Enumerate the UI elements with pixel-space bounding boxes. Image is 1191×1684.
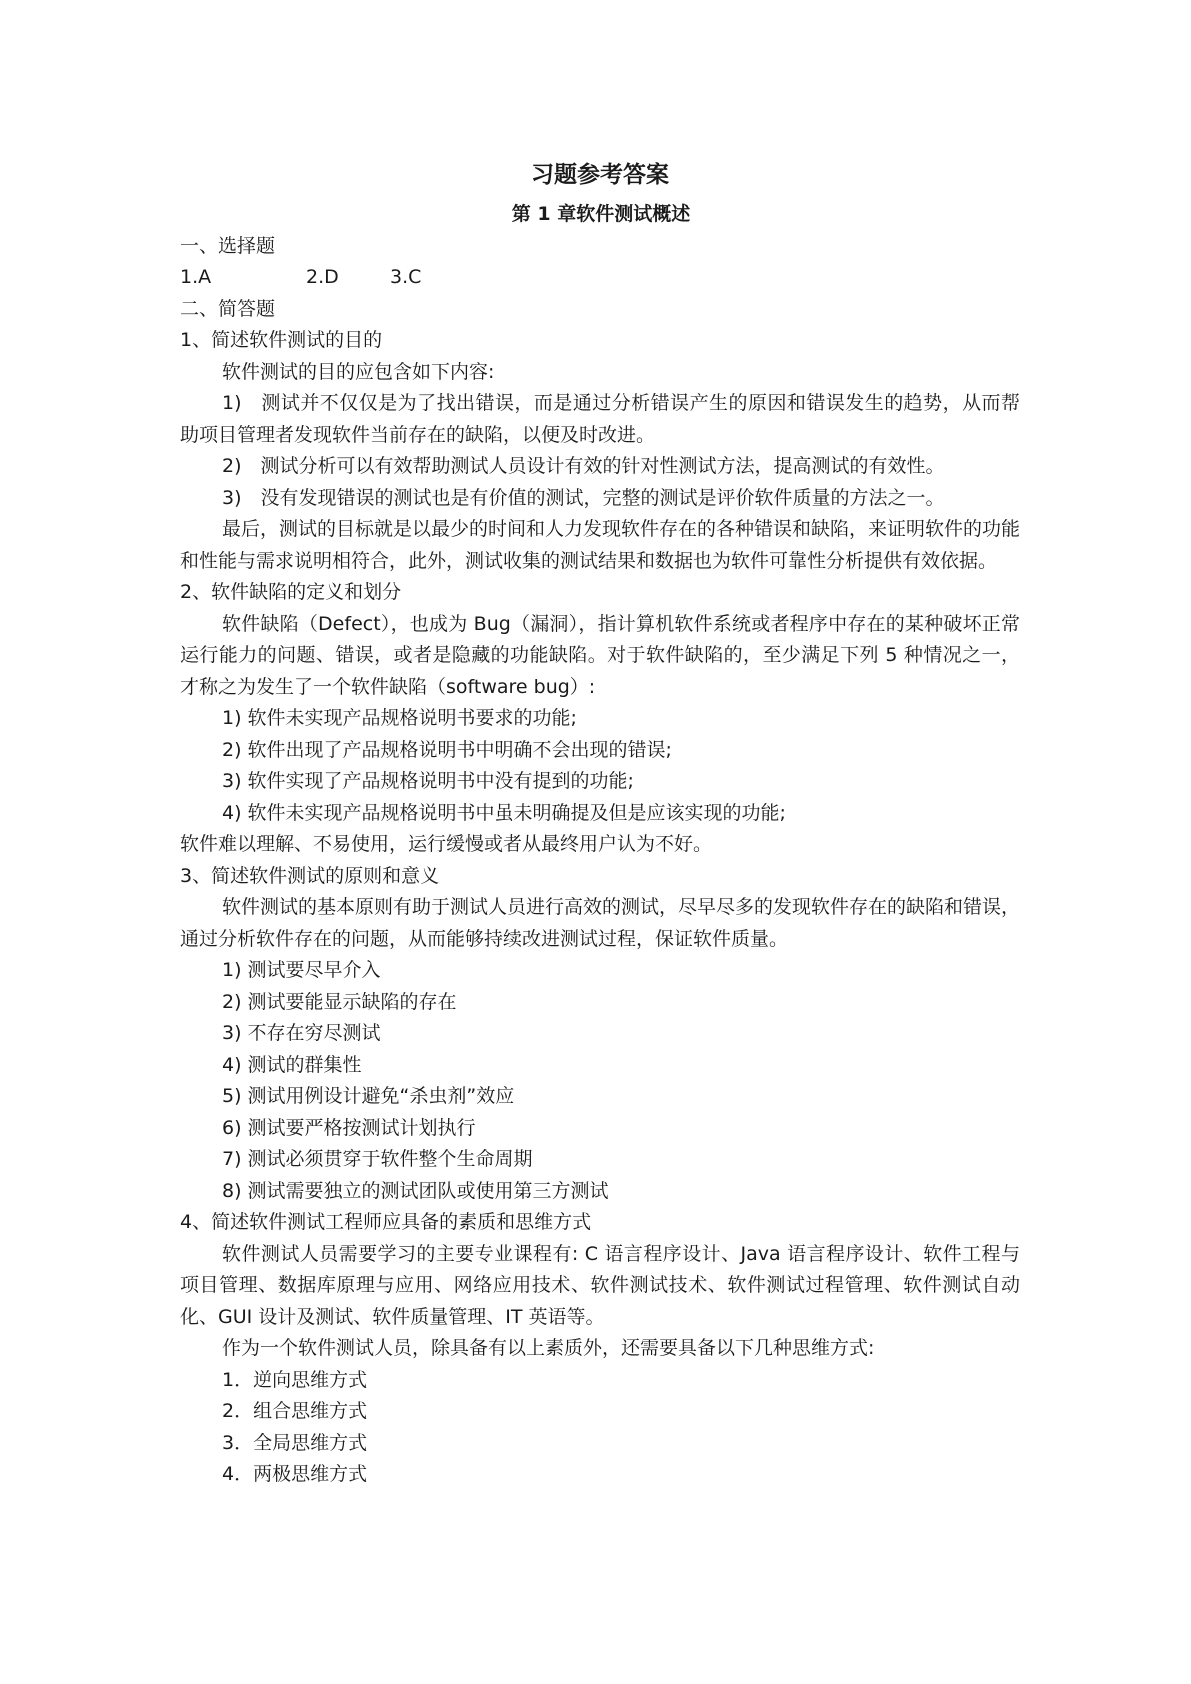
question-1-intro: 软件测试的目的应包含如下内容: xyxy=(222,360,495,383)
question-2-item: 4) 软件未实现产品规格说明书中虽未明确提及但是应该实现的功能; xyxy=(222,801,786,824)
question-3-item: 7) 测试必须贯穿于软件整个生命周期 xyxy=(222,1148,533,1170)
question-1-item: 3) 没有发现错误的测试也是有价值的测试，完整的测试是评价软件质量的方法之一。 xyxy=(222,486,945,509)
section-heading-choice: 一、选择题 xyxy=(180,234,276,257)
chapter-heading: 第 1 章软件测试概述 xyxy=(511,203,691,225)
question-4-intro-2: 作为一个软件测试人员，除具备有以上素质外，还需要具备以下几种思维方式: xyxy=(222,1337,875,1359)
question-1-item: 1) 测试并不仅仅是为了找出错误，而是通过分析错误产生的原因和错误发生的趋势，从而帮助项目管理者发现软件当前存在的缺陷，以便及时改进。 xyxy=(180,392,1020,446)
answer-1: 1.A xyxy=(180,266,212,288)
question-2-intro: 软件缺陷（Defect），也成为 Bug（漏洞），指计算机软件系统或者程序中存在的某种破坏正常运行能力的问题、错误，或者是隐藏的功能缺陷。对于软件缺陷的，至少满足下列 5 种情况之一，才称之为发生了一个软件缺陷（software bug）: xyxy=(180,612,1020,698)
answer-2: 2.D xyxy=(306,266,339,288)
question-2-item: 3) 软件实现了产品规格说明书中没有提到的功能; xyxy=(222,770,634,792)
question-3-item: 3) 不存在穷尽测试 xyxy=(222,1022,381,1044)
question-2-last-item: 软件难以理解、不易使用，运行缓慢或者从最终用户认为不好。 xyxy=(180,833,713,855)
question-4-item: 3．全局思维方式 xyxy=(222,1431,368,1454)
question-4-item: 1．逆向思维方式 xyxy=(222,1368,368,1391)
question-3-intro: 软件测试的基本原则有助于测试人员进行高效的测试，尽早尽多的发现软件存在的缺陷和错误，通过分析软件存在的问题，从而能够持续改进测试过程，保证软件质量。 xyxy=(180,896,1021,950)
question-3-item: 6) 测试要严格按测试计划执行 xyxy=(222,1116,476,1139)
question-3-item: 4) 测试的群集性 xyxy=(222,1053,362,1076)
document-body xyxy=(180,155,1020,1491)
question-4-intro: 软件测试人员需要学习的主要专业课程有: C 语言程序设计、Java 语言程序设计、软件工程与项目管理、数据库原理与应用、网络应用技术、软件测试技术、软件测试过程管理、软件测试自动化、GUI 设计及测试、软件质量管理、IT 英语等。 xyxy=(180,1242,1020,1328)
answer-3: 3.C xyxy=(390,266,422,288)
question-4-item: 4．两极思维方式 xyxy=(222,1463,368,1485)
question-3-item: 1) 测试要尽早介入 xyxy=(222,959,381,981)
question-3-item: 5) 测试用例设计避免“杀虫剂”效应 xyxy=(222,1085,515,1107)
document-title: 习题参考答案 xyxy=(531,162,669,188)
question-2-item: 1) 软件未实现产品规格说明书要求的功能; xyxy=(222,707,577,729)
question-4-heading: 4、简述软件测试工程师应具备的素质和思维方式 xyxy=(180,1211,592,1233)
question-1-conclusion: 最后，测试的目标就是以最少的时间和人力发现软件存在的各种错误和缺陷，来证明软件的功能和性能与需求说明相符合，此外，测试收集的测试结果和数据也为软件可靠性分析提供有效依据。 xyxy=(180,518,1021,572)
question-2-heading: 2、软件缺陷的定义和划分 xyxy=(180,581,402,603)
question-4-item: 2．组合思维方式 xyxy=(222,1400,368,1422)
question-3-heading: 3、简述软件测试的原则和意义 xyxy=(180,864,440,887)
question-1-heading: 1、简述软件测试的目的 xyxy=(180,329,383,351)
question-1-item: 2) 测试分析可以有效帮助测试人员设计有效的针对性测试方法，提高测试的有效性。 xyxy=(222,455,945,477)
choice-answers xyxy=(180,262,1020,294)
section-heading-short-answer: 二、简答题 xyxy=(180,297,276,320)
question-3-item: 8) 测试需要独立的测试团队或使用第三方测试 xyxy=(222,1179,609,1202)
question-3-item: 2) 测试要能显示缺陷的存在 xyxy=(222,990,457,1013)
question-2-item: 2) 软件出现了产品规格说明书中明确不会出现的错误; xyxy=(222,738,672,761)
